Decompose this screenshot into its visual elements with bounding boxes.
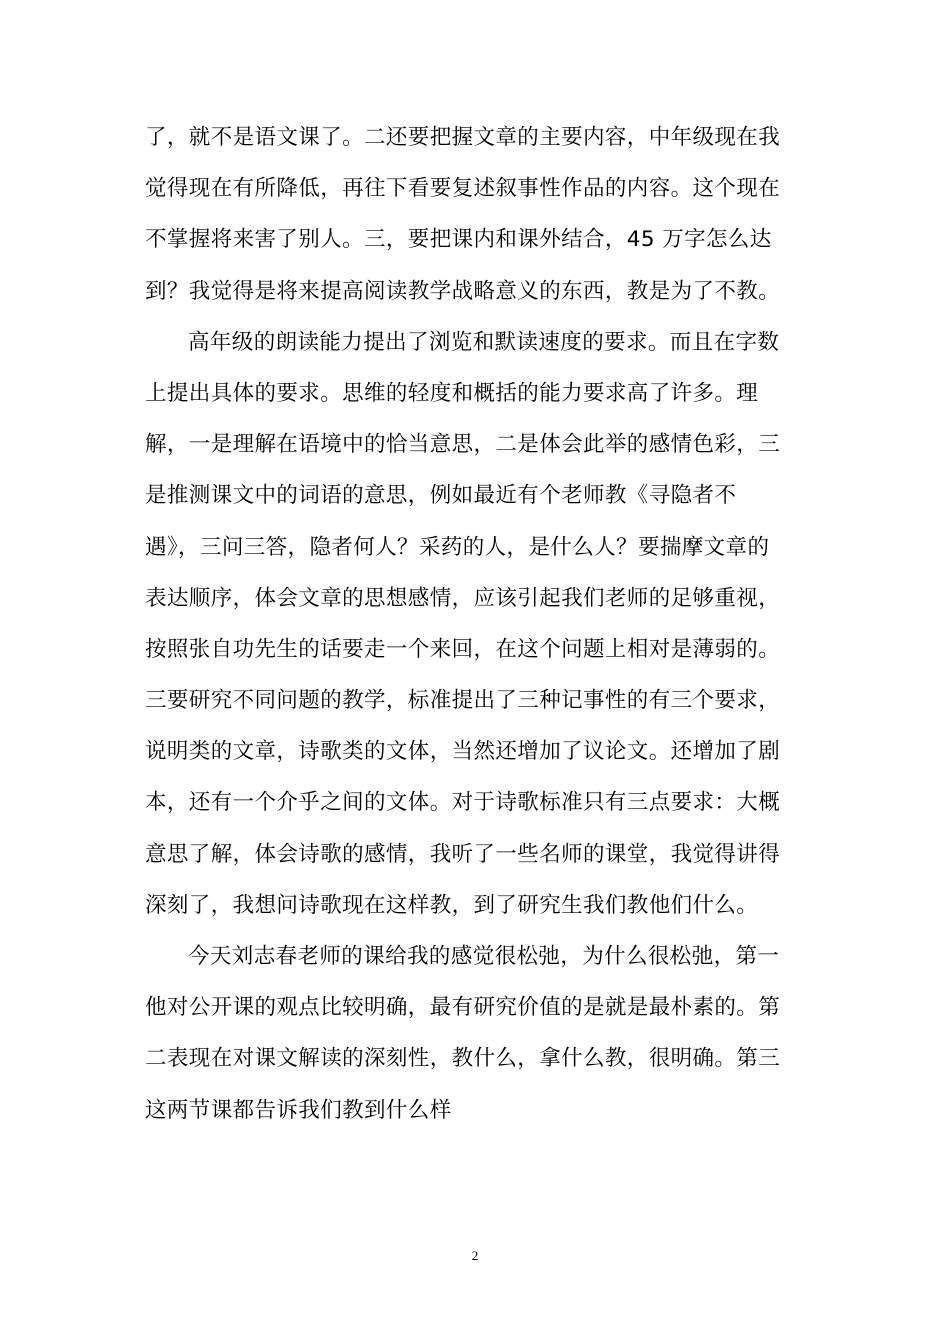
text-line-17: 今天刘志春老师的课给我的感觉很松弛，为什么很松弛，第一 [188,944,780,969]
text-line-11: 按照张自功先生的话要走一个来回，在这个问题上相对是薄弱的。 [145,636,781,662]
text-line-1: 了，就不是语文课了。二还要把握文章的主要内容，中年级现在我 [145,125,781,150]
text-line-5: 高年级的朗读能力提出了浏览和默读速度的要求。而且在字数 [188,329,780,355]
text-line-7: 解，一是理解在语境中的恰当意思，二是体会此举的感情色彩，三 [145,432,781,458]
text-line-12: 三要研究不同问题的教学，标准提出了三种记事性的有三个要求， [145,688,781,714]
text-line-19: 二表现在对课文解读的深刻性，教什么，拿什么教，很明确。第三 [145,1046,781,1072]
page-number: 2 [471,1248,479,1263]
text-line-8: 是推测课文中的词语的意思，例如最近有个老师教《寻隐者不 [145,483,737,509]
text-line-10: 表达顺序，体会文章的思想感情，应该引起我们老师的足够重视， [145,585,781,611]
text-line-2: 觉得现在有所降低，再往下看要复述叙事性作品的内容。这个现在 [145,176,781,202]
text-line-3: 不掌握将来害了别人。三，要把课内和课外结合，45 万字怎么达 [145,227,772,253]
text-line-15: 意思了解，体会诗歌的感情，我听了一些名师的课堂，我觉得讲得 [145,841,781,867]
text-line-14: 本，还有一个介乎之间的文体。对于诗歌标准只有三点要求：大概 [145,790,781,816]
text-line-4: 到？我觉得是将来提高阅读教学战略意义的东西，教是为了不教。 [145,278,781,304]
text-line-6: 上提出具体的要求。思维的轻度和概括的能力要求高了许多。理 [145,380,759,406]
text-line-16: 深刻了，我想问诗歌现在这样教，到了研究生我们教他们什么。 [145,892,759,918]
text-line-9: 遇》，三问三答，隐者何人？采药的人，是什么人？要揣摩文章的 [145,534,770,560]
text-line-20: 这两节课都告诉我们教到什么样 [145,1097,452,1123]
text-line-18: 他对公开课的观点比较明确，最有研究价值的是就是最朴素的。第 [145,995,781,1021]
body-text [145,112,805,1136]
text-line-13: 说明类的文章，诗歌类的文体，当然还增加了议论文。还增加了剧 [145,739,781,765]
